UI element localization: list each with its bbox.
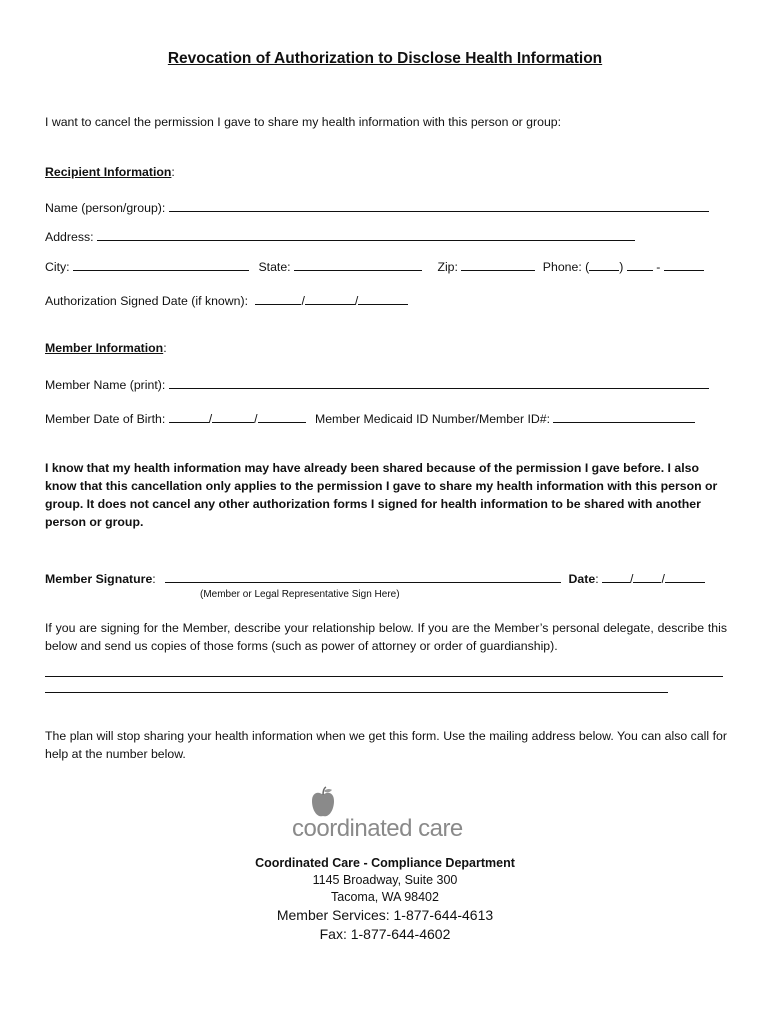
relationship-instructions: If you are signing for the Member, describe your relationship below. If you are the Member’s personal delegate, describe this below and send us copies of those forms (such as power of attorney or order of guardianship). [45,621,727,653]
city-label: City: [45,260,70,274]
state-field[interactable] [294,258,422,271]
signature-label: Member Signature [45,572,153,586]
dob-month-field[interactable] [169,410,209,423]
intro-text: I want to cancel the permission I gave to share my health information with this person or group: [45,115,562,129]
contact-address-line2: Tacoma, WA 98402 [331,890,439,904]
date-sep: / [661,572,665,586]
auth-date-label: Authorization Signed Date (if known): [45,294,249,308]
dob-day-field[interactable] [212,410,254,423]
member-id-label: Member Medicaid ID Number/Member ID#: [314,412,551,426]
date-sep: / [630,572,634,586]
fax-number: Fax: 1-877-644-4602 [319,926,451,942]
member-services-phone: Member Services: 1-877-644-4613 [276,907,494,923]
phone-label: Phone: ( [542,260,590,274]
zip-label: Zip: [437,260,458,274]
colon: : [152,572,156,586]
recipient-address-field[interactable] [97,228,635,241]
member-dob-label: Member Date of Birth: [45,412,166,426]
relationship-line-1[interactable] [45,676,723,677]
company-logo-text: coordinated care [292,815,463,842]
dob-year-field[interactable] [258,410,306,423]
contact-address-line1: 1145 Broadway, Suite 300 [312,873,458,887]
phone-prefix-field[interactable] [627,258,653,271]
city-field[interactable] [73,258,249,271]
member-name-label: Member Name (print): [45,378,166,392]
page-title: Revocation of Authorization to Disclose Health Information [167,50,603,67]
closing-text: The plan will stop sharing your health information when we get this form. Use the mailing address below. You can also call for help at the number below. [45,729,727,761]
relationship-line-2[interactable] [45,692,668,693]
acknowledgement-notice: I know that my health information may have already been shared because of the permission I gave before. I also know that this cancellation only applies to the permission I gave to share my health information with this person or group. It does not cancel any other authorization forms I signed for health information to be shared with another person or group. [45,461,718,529]
member-dob-row [45,410,695,426]
sig-date-day-field[interactable] [633,570,661,583]
colon: : [595,572,599,586]
recipient-name-field[interactable] [169,199,709,212]
sig-date-month-field[interactable] [602,570,630,583]
date-sep: / [301,294,305,308]
zip-field[interactable] [461,258,535,271]
recipient-address-row [45,228,635,244]
auth-date-day-field[interactable] [305,292,355,305]
recipient-heading: Recipient Information: [45,165,175,179]
phone-area-field[interactable] [589,258,619,271]
member-heading: Member Information: [45,341,167,355]
auth-date-year-field[interactable] [358,292,408,305]
sig-date-year-field[interactable] [665,570,705,583]
date-sep: / [254,412,258,426]
member-name-row [45,376,709,392]
signature-date-label: Date [568,572,596,586]
member-name-field[interactable] [169,376,709,389]
recipient-name-row [45,199,709,215]
contact-department: Coordinated Care - Compliance Department [255,856,515,870]
auth-date-month-field[interactable] [255,292,301,305]
date-sep: / [208,412,213,426]
state-label: State: [258,260,291,274]
member-id-field[interactable] [553,410,695,423]
signature-row [45,570,705,586]
signature-field[interactable] [165,570,561,583]
recipient-address-label: Address: [45,230,94,244]
recipient-city-row [45,258,704,274]
phone-dash: - [656,260,661,274]
phone-line-field[interactable] [664,258,704,271]
recipient-name-label: Name (person/group): [45,201,166,215]
phone-paren: ) [619,260,624,274]
signature-sublabel: (Member or Legal Representative Sign Here) [200,589,400,600]
date-sep: / [354,294,359,308]
auth-date-row [45,292,408,308]
